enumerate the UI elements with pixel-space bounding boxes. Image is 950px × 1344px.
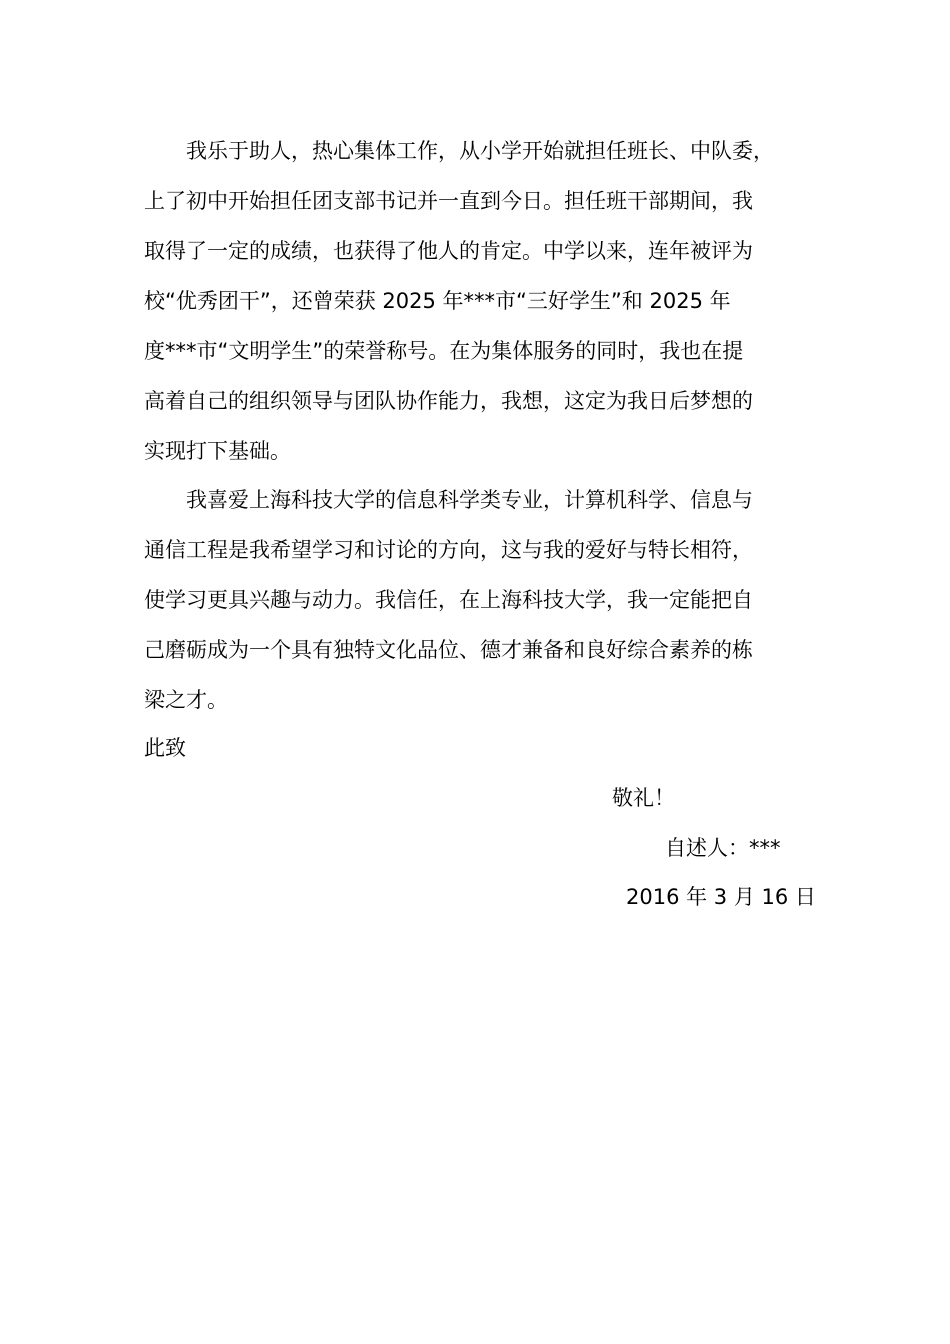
paragraph-2-line-5: 梁之才。 [144, 688, 228, 712]
closing-text: 此致 [144, 736, 186, 760]
paragraph-1-line-7: 实现打下基础。 [144, 439, 291, 463]
paragraph-2-line-1: 我喜爱上海科技大学的信息科学类专业，计算机科学、信息与 [144, 488, 753, 512]
paragraph-1-line-5: 度***市“文明学生”的荣誉称号。在为集体服务的同时，我也在提 [144, 339, 744, 363]
salute-text: 敬礼！ [612, 786, 675, 810]
paragraph-1-line-4: 校“优秀团干”，还曾荣获 2025 年***市“三好学生”和 2025 年 [144, 289, 731, 313]
paragraph-1-line-3: 取得了一定的成绩，也获得了他人的肯定。中学以来，连年被评为 [144, 239, 753, 263]
paragraph-2-line-4: 己磨砺成为一个具有独特文化品位、德才兼备和良好综合素养的栋 [144, 638, 753, 662]
signature-text: 自述人：*** [665, 836, 781, 860]
paragraph-1-line-1: 我乐于助人，热心集体工作，从小学开始就担任班长、中队委， [144, 139, 774, 163]
paragraph-2-line-3: 使学习更具兴趣与动力。我信任，在上海科技大学，我一定能把自 [144, 588, 753, 612]
paragraph-1-line-2: 上了初中开始担任团支部书记并一直到今日。担任班干部期间，我 [144, 189, 753, 213]
date-text: 2016 年 3 月 16 日 [626, 885, 816, 909]
paragraph-2-line-2: 通信工程是我希望学习和讨论的方向，这与我的爱好与特长相符， [144, 538, 753, 562]
paragraph-1-line-6: 高着自己的组织领导与团队协作能力，我想，这定为我日后梦想的 [144, 389, 753, 413]
